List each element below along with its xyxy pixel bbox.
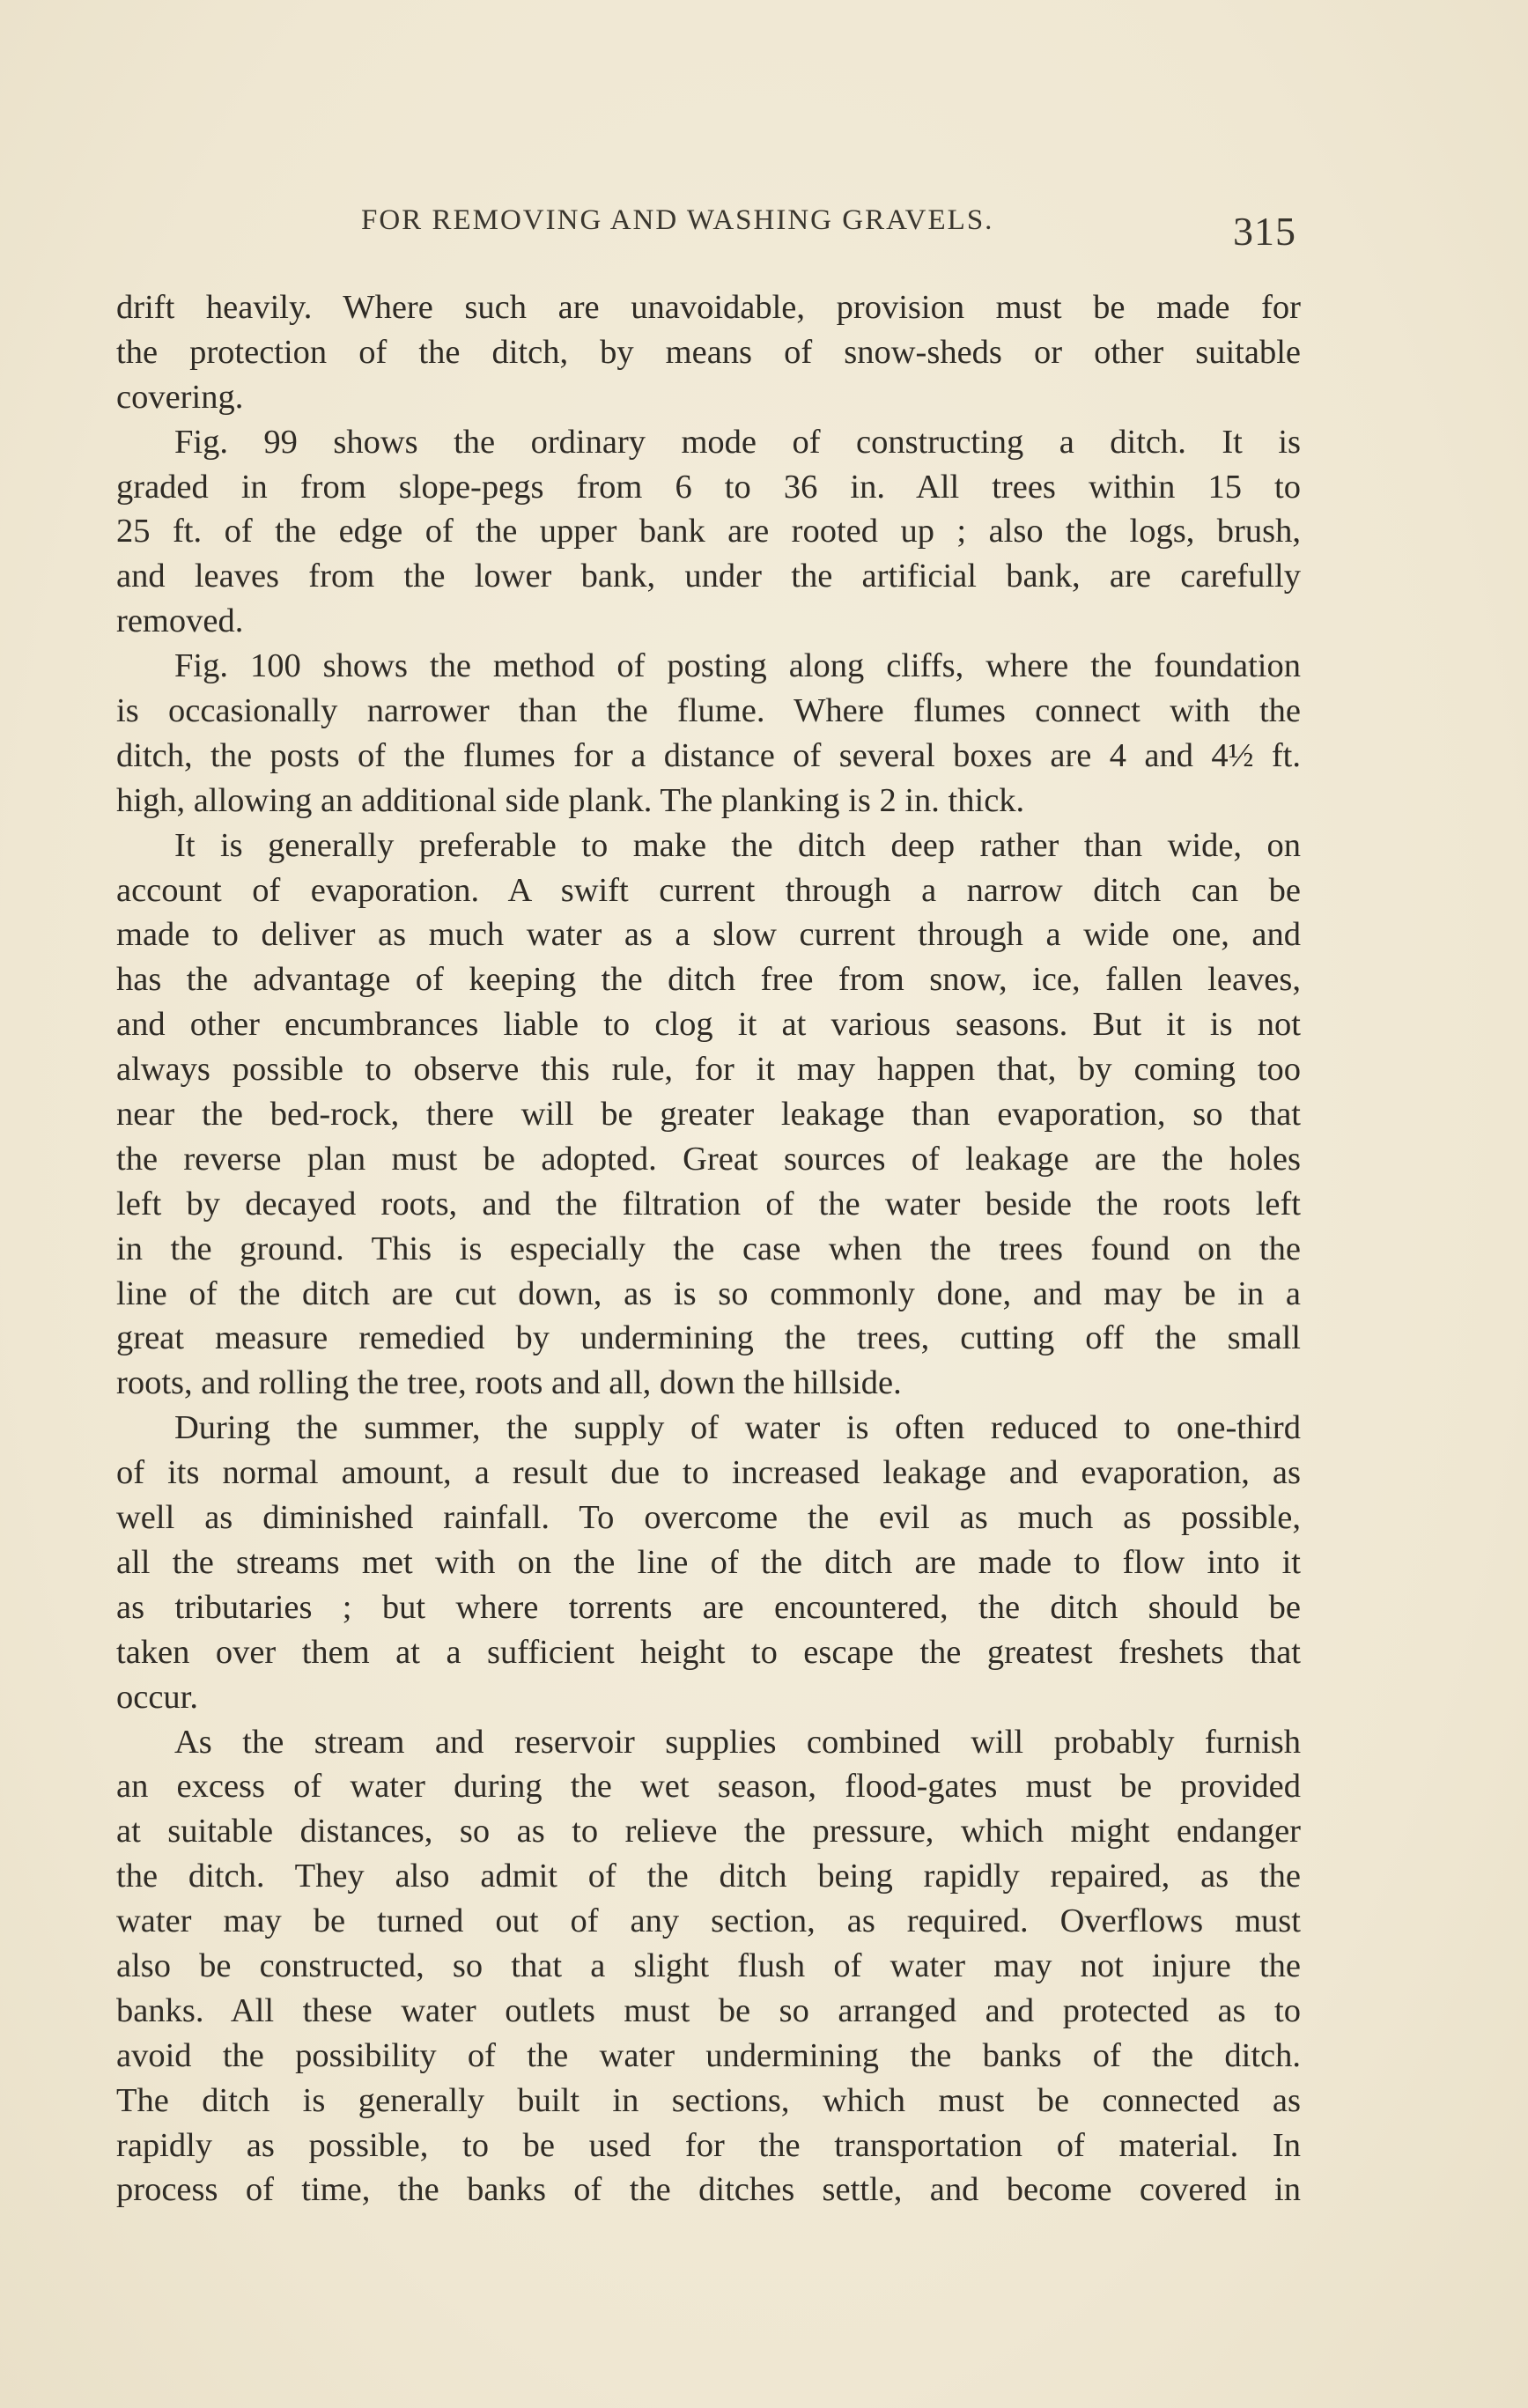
text-line: all the streams met with on the line of the ditch are made to flow into it	[116, 1543, 1301, 1581]
text-line: always possible to observe this rule, for it may happen that, by coming too	[116, 1051, 1301, 1089]
text-line: near the bed-rock, there will be greater leakage than evaporation, so that	[116, 1096, 1301, 1134]
text-line: the protection of the ditch, by means of snow-sheds or other suitable	[116, 333, 1301, 371]
text-line: account of evaporation. A swift current through a narrow ditch can be	[116, 871, 1301, 909]
text-line: During the summer, the supply of water is often reduced to one-third	[174, 1409, 1301, 1447]
text-line: rapidly as possible, to be used for the transportation of material. In	[116, 2126, 1301, 2164]
text-line: avoid the possibility of the water undermining the banks of the ditch.	[116, 2036, 1301, 2074]
page-number: 315	[1233, 209, 1296, 254]
text-line: well as diminished rainfall. To overcome the evil as much as possible,	[116, 1499, 1301, 1537]
running-head: FOR REMOVING AND WASHING GRAVELS.	[361, 204, 994, 236]
text-line: It is generally preferable to make the ditch deep rather than wide, on	[174, 826, 1301, 864]
text-line: an excess of water during the wet season, flood-gates must be provided	[116, 1768, 1301, 1806]
text-line: and leaves from the lower bank, under the artificial bank, are carefully	[116, 558, 1301, 595]
text-line: process of time, the banks of the ditches settle, and become covered in	[116, 2171, 1301, 2209]
text-line: As the stream and reservoir supplies combined will probably furnish	[174, 1723, 1301, 1761]
text-line: also be constructed, so that a slight flush of water may not injure the	[116, 1946, 1301, 1984]
text-line: water may be turned out of any section, as required. Overflows must	[116, 1902, 1301, 1940]
text-line: high, allowing an additional side plank. The planking is 2 in. thick.	[116, 781, 1025, 819]
text-line: and other encumbrances liable to clog it at various seasons. But it is not	[116, 1006, 1301, 1044]
text-line: 25 ft. of the edge of the upper bank are rooted up ; also the logs, brush,	[116, 513, 1301, 550]
text-line: great measure remedied by undermining the trees, cutting off the small	[116, 1319, 1301, 1357]
text-line: ditch, the posts of the flumes for a distance of several boxes are 4 and 4½ ft.	[116, 736, 1301, 774]
text-line: the reverse plan must be adopted. Great sources of leakage are the holes	[116, 1140, 1301, 1178]
text-line: covering.	[116, 378, 244, 416]
text-line: removed.	[116, 602, 244, 640]
text-line: has the advantage of keeping the ditch free from snow, ice, fallen leaves,	[116, 961, 1301, 999]
text-line: roots, and rolling the tree, roots and all, down the hillside.	[116, 1364, 902, 1402]
text-line: banks. All these water outlets must be so arranged and protected as to	[116, 1991, 1301, 2029]
text-line: graded in from slope-pegs from 6 to 36 in. All trees within 15 to	[116, 468, 1301, 506]
text-line: is occasionally narrower than the flume. Where flumes connect with the	[116, 692, 1301, 730]
text-line: taken over them at a sufficient height to escape the greatest freshets that	[116, 1633, 1301, 1671]
text-line: Fig. 99 shows the ordinary mode of constructing a ditch. It is	[174, 423, 1301, 461]
text-line: Fig. 100 shows the method of posting along cliffs, where the foundation	[174, 647, 1301, 685]
text-line: made to deliver as much water as a slow current through a wide one, and	[116, 916, 1301, 954]
text-line: at suitable distances, so as to relieve the pressure, which might endanger	[116, 1813, 1301, 1850]
text-line: as tributaries ; but where torrents are encountered, the ditch should be	[116, 1588, 1301, 1626]
text-line: of its normal amount, a result due to increased leakage and evaporation, as	[116, 1454, 1301, 1492]
text-line: the ditch. They also admit of the ditch being rapidly repaired, as the	[116, 1858, 1301, 1895]
text-line: left by decayed roots, and the filtration of the water beside the roots left	[116, 1185, 1301, 1222]
text-line: in the ground. This is especially the case when the trees found on the	[116, 1230, 1301, 1267]
text-line: occur.	[116, 1678, 198, 1716]
text-line: line of the ditch are cut down, as is so commonly done, and may be in a	[116, 1274, 1301, 1312]
text-line: drift heavily. Where such are unavoidable, provision must be made for	[116, 289, 1301, 326]
text-line: The ditch is generally built in sections, which must be connected as	[116, 2081, 1301, 2119]
body-text	[116, 285, 1301, 2212]
